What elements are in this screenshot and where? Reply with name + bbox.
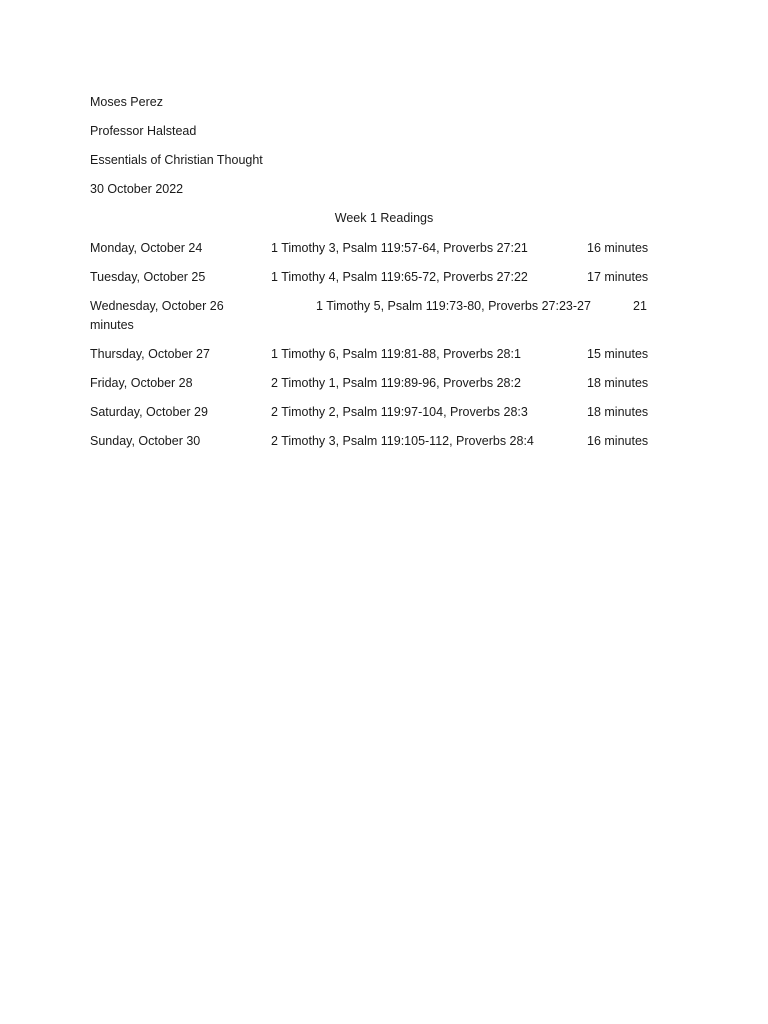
reading-duration-wrap: minutes (90, 318, 134, 332)
professor-name: Professor Halstead (90, 124, 197, 138)
reading-duration: 15 minutes (587, 347, 649, 361)
reading-passages: 1 Timothy 6, Psalm 119:81-88, Proverbs 28:1 (271, 347, 521, 361)
reading-duration: 18 minutes (587, 376, 649, 390)
reading-day: Wednesday, October 26 (90, 299, 224, 313)
reading-passages: 1 Timothy 5, Psalm 119:73-80, Proverbs 27:23-27 (316, 299, 591, 313)
reading-duration: 18 minutes (587, 405, 649, 419)
course-name: Essentials of Christian Thought (90, 153, 263, 167)
reading-passages: 2 Timothy 2, Psalm 119:97-104, Proverbs 28:3 (271, 405, 528, 419)
document-date: 30 October 2022 (90, 182, 184, 196)
reading-passages: 1 Timothy 3, Psalm 119:57-64, Proverbs 27:21 (271, 241, 528, 255)
student-name: Moses Perez (90, 95, 163, 109)
reading-duration: 16 minutes (587, 434, 649, 448)
reading-passages: 2 Timothy 1, Psalm 119:89-96, Proverbs 28:2 (271, 376, 521, 390)
page-title: Week 1 Readings (334, 211, 434, 225)
reading-passages: 2 Timothy 3, Psalm 119:105-112, Proverbs 28:4 (271, 434, 534, 448)
reading-day: Saturday, October 29 (90, 405, 208, 419)
reading-duration: 21 (633, 299, 647, 313)
reading-duration: 17 minutes (587, 270, 649, 284)
reading-duration: 16 minutes (587, 241, 649, 255)
reading-day: Tuesday, October 25 (90, 270, 206, 284)
reading-passages: 1 Timothy 4, Psalm 119:65-72, Proverbs 27:22 (271, 270, 528, 284)
reading-day: Monday, October 24 (90, 241, 203, 255)
reading-day: Friday, October 28 (90, 376, 193, 390)
reading-day: Thursday, October 27 (90, 347, 210, 361)
reading-day: Sunday, October 30 (90, 434, 201, 448)
